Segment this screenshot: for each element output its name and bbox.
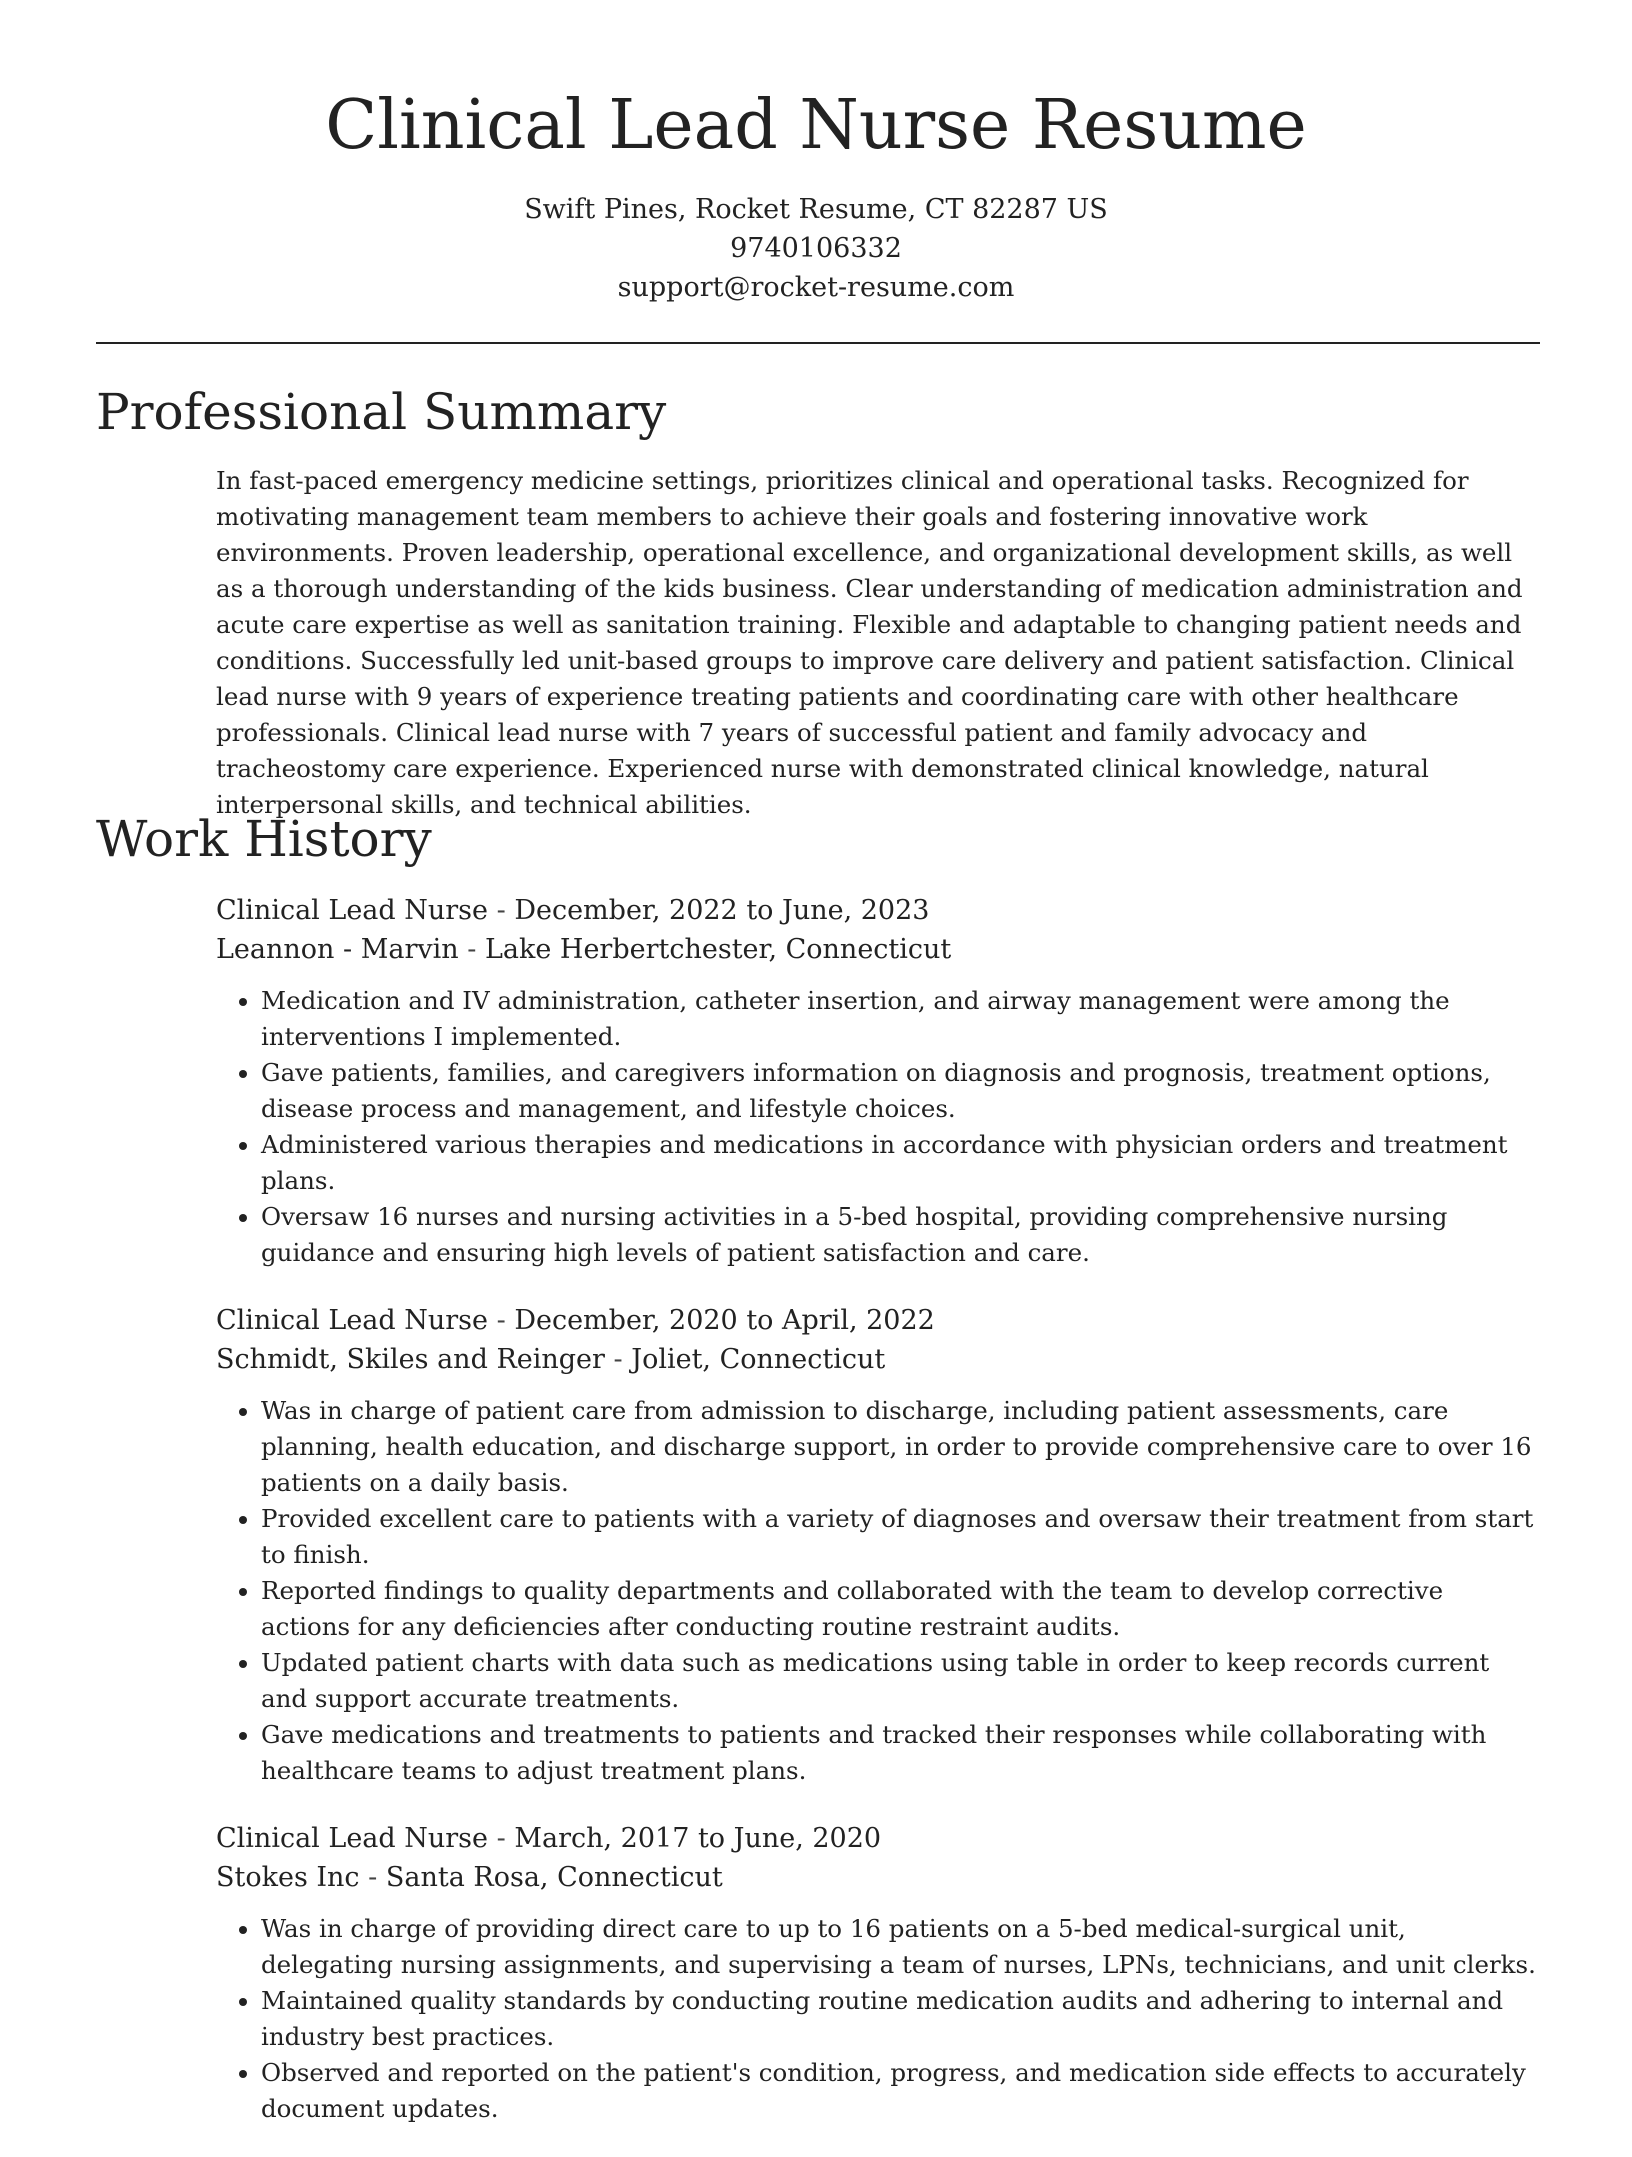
job-dates: December, 2020 to April, 2022	[514, 1305, 935, 1336]
job-entry	[216, 1819, 1536, 2127]
job-title: Clinical Lead Nurse	[216, 1823, 489, 1854]
summary-heading: Professional Summary	[96, 383, 667, 441]
job-location: Lake Herbertchester, Connecticut	[484, 934, 952, 965]
summary-text: In fast-paced emergency medicine settings, prioritizes clinical and operational tasks. Recognized for motivating management team members to achieve their goals and fostering innovative work environments. Proven leadership, operational excellence, and organizational development skills, as well as a thorough understanding of the kids business. Clear understanding of medication administration and acute care expertise as well as sanitation training. Flexible and adaptable to changing patient needs and conditions. Successfully led unit-based groups to improve care delivery and patient satisfaction. Clinical lead nurse with 9 years of experience treating patients and coordinating care with other healthcare professionals. Clinical lead nurse with 7 years of successful patient and family advocacy and tracheostomy care experience. Experienced nurse with demonstrated clinical knowledge, natural interpersonal skills, and technical abilities.	[216, 466, 1523, 819]
job-entry	[216, 891, 1536, 1271]
job-bullet: • Reported findings to quality departments and collaborated with the team to develop corrective actions for any deficiencies after conducting routine restraint audits.	[261, 1573, 1536, 1645]
job-employer-line: Schmidt, Skiles and Reinger - Joliet, Connecticut	[216, 1344, 886, 1375]
job-bullet: • Medication and IV administration, catheter insertion, and airway management were among the interventions I implemented.	[261, 983, 1536, 1055]
job-bullets	[216, 983, 1536, 1271]
job-list	[216, 891, 1536, 2157]
contact-block	[0, 190, 1632, 307]
job-employer-line: Stokes Inc - Santa Rosa, Connecticut	[216, 1862, 723, 1893]
job-bullet: • Observed and reported on the patient's condition, progress, and medication side effects to accurately document updates.	[261, 2055, 1536, 2127]
job-bullet: • Maintained quality standards by conducting routine medication audits and adhering to internal and industry best practices.	[261, 1983, 1536, 2055]
job-bullets	[216, 1911, 1536, 2127]
contact-phone: 9740106332	[730, 233, 902, 264]
contact-address: Swift Pines, Rocket Resume, CT 82287 US	[524, 194, 1108, 225]
job-employer: Leannon - Marvin	[216, 934, 459, 965]
job-bullet: • Gave medications and treatments to patients and tracked their responses while collaborating with healthcare teams to adjust treatment plans.	[261, 1717, 1536, 1789]
job-title-line: Clinical Lead Nurse - December, 2022 to June, 2023	[216, 895, 930, 926]
job-location: Joliet, Connecticut	[631, 1344, 886, 1375]
job-title-line: Clinical Lead Nurse - December, 2020 to April, 2022	[216, 1305, 935, 1336]
job-employer: Stokes Inc	[216, 1862, 360, 1893]
job-employer: Schmidt, Skiles and Reinger	[216, 1344, 605, 1375]
job-dates: March, 2017 to June, 2020	[514, 1823, 882, 1854]
job-bullet: • Provided excellent care to patients with a variety of diagnoses and oversaw their treatment from start to finish.	[261, 1501, 1536, 1573]
work-history-heading: Work History	[96, 810, 432, 868]
job-bullet: • Was in charge of patient care from admission to discharge, including patient assessments, care planning, health education, and discharge support, in order to provide comprehensive care to over 16 patients on a daily basis.	[261, 1393, 1536, 1501]
resume-header	[0, 0, 1632, 307]
job-location: Santa Rosa, Connecticut	[385, 1862, 723, 1893]
job-bullet: • Oversaw 16 nurses and nursing activities in a 5-bed hospital, providing comprehensive nursing guidance and ensuring high levels of patient satisfaction and care.	[261, 1199, 1536, 1271]
job-entry	[216, 1301, 1536, 1789]
job-title: Clinical Lead Nurse	[216, 895, 489, 926]
job-employer-line: Leannon - Marvin - Lake Herbertchester, Connecticut	[216, 934, 952, 965]
job-bullet: • Updated patient charts with data such as medications using table in order to keep records current and support accurate treatments.	[261, 1645, 1536, 1717]
job-bullet: • Administered various therapies and medications in accordance with physician orders and treatment plans.	[261, 1127, 1536, 1199]
job-title: Clinical Lead Nurse	[216, 1305, 489, 1336]
job-dates: December, 2022 to June, 2023	[514, 895, 930, 926]
contact-email: support@rocket-resume.com	[617, 272, 1015, 303]
job-bullets	[216, 1393, 1536, 1789]
job-title-line: Clinical Lead Nurse - March, 2017 to June, 2020	[216, 1823, 882, 1854]
resume-title: Clinical Lead Nurse Resume	[325, 86, 1307, 165]
job-bullet: • Was in charge of providing direct care to up to 16 patients on a 5-bed medical-surgical unit, delegating nursing assignments, and supervising a team of nurses, LPNs, technicians, and unit clerks.	[261, 1911, 1536, 1983]
header-divider	[96, 342, 1540, 344]
job-bullet: • Gave patients, families, and caregivers information on diagnosis and prognosis, treatment options, disease process and management, and lifestyle choices.	[261, 1055, 1536, 1127]
